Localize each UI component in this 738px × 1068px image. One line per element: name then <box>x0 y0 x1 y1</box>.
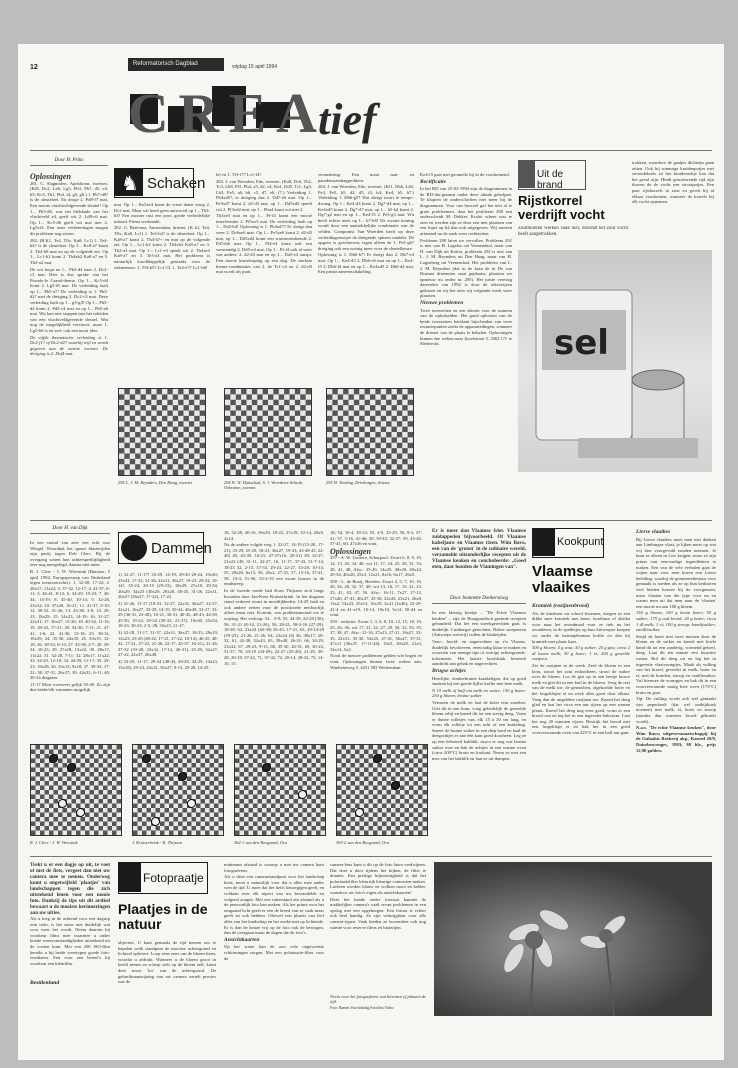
chess-caption: 295 L. J. M. Reynders, Den Haag, tweezet <box>118 480 193 485</box>
chess-diagram <box>224 388 312 476</box>
checker-piece <box>262 763 271 772</box>
uit-de-brand-title: Uit de brand <box>537 169 564 191</box>
photo-tip-para: camera-lens kunt u dit op de foto laten verdwijnen. Dat doet u door tijdens het kijken, de filter te draaien. Een prettige bijkomstigheid is dat het polarisatiefilter kleurrijk kleurige contrasten maken. Luchten worden blauw en wolken mooi en helder, waardoor uw foto's eigen als ansichtkaarten! <box>330 862 426 895</box>
masthead: Reformatorisch Dagblad <box>128 58 224 71</box>
checkers-intro: In een strand van zeer een echt was Wiegel. Woordink het speurt blasterijden zijn partij tegen Rob Clerc. Bij de overgang waren hun achterspeeltijdigheid zeer nog meegelegd, daarna niet meer. <box>30 540 110 568</box>
kookpunt-badge <box>532 528 604 558</box>
checker-piece <box>298 790 307 799</box>
checker-piece <box>373 754 382 763</box>
mid-rule <box>30 520 712 521</box>
chess-para: mat. Op 1... Ke5xe4 komt de wiste dame terug 2. Dc2 mat. Maar wit heeft geen antwoord op 1... Tb3-b3! Een mooier rust een poos goede verleidelijke inhoud. Prima werkmakl. <box>114 202 210 224</box>
checker-piece-icon <box>121 535 147 561</box>
puzzles-column <box>30 172 108 504</box>
checkers-para: R. J. Clerc - J. W. Woestink (Huissen, 5 april 1994, Europapostrap van Nederland tegen toernooirechts). 1. 32-28, 17-22; 2. 28x17, 11x22; 3. 37-32, 12-17; 4. 41-37, 6-11; 5. 46-41, 8-12; 6. 34-29, 19-23; 7. 40-34, 14-19; 8. 45-40, 10-14; 9. 32-28, 23x32; 10. 37x28, 16-21; 11. 41-37, 5-10; 12. 38-32, 21-26; 13. 43-38, 3-8; 14. 29-23, 18x29; 15. 34x23, 14-18; 16. 31-27, 22x31; 17. 36x27, 13-20; 18. 40-34, 11-16; 19. 49-43, 17-21; 20. 34-30, 7-11; 21. 47-41, 1-6; 22. 41-36, 13-18; 23. 36-31, 18x29; 24. 35-30, 24x35; 25. 33x15, 12-18; 26. 38-33, 8-13; 27. 43-38, 2-7; 28. 39-34, 10-23; 29. 27x18, 13x22; 30. 28x17, 11x22; 31. 32-28, 7-11; 32. 28x17, 11x22; 33. 34-29, 12-18; 34. 44-39, 11-17; 35. 29-23, 19x28; 36. 33x15, 9x18; 37. 39-33, 17-22; 38. 37-31, 26x37; 39. 42x31, 6-11; 40. 30-24 diagram. <box>30 568 110 681</box>
chess-knight-icon: ♞ <box>121 171 139 195</box>
recipe-para: Vermeen de melk en laat de boter erin smelten. Giet dit in een kom, voeg geleidelijk de gezeefde bloem erbij en kneed dit tot een stevig deeg. Vorm er dunne rolletjes van, elk 15 à 20 cm lang, en vorm elk rolletje tot een acht of een krakeling. Smeer de bruine suiker in een diep bord en haal de deegachtjes er aan één kant goed doorheen. Leg ze op een beboterd bakblik, strooi er nog wat bruine suiker over en bak de achtjes in een warme oven (circa 200°C) bruin en krokant. Neem ze met een mes van het bakblik en laat ze uit-dampen. <box>432 699 526 761</box>
chess-para: 283. J. van Woerden, Ede, tweezet. (Ka8, Dc6, Th2, Tc3, Lh8, Pf3, Pb4, a3, d2, e4; Ke4, Dd5, Tc1, Lg3, Lh3, Pe5, a6, b6, c5, d7, e6, f7.) Verleiding 1. Pb4xd5?, te dreiging dus 2. Dd7-e6 mat. Op 1... Pe5xd7 komt 2. d2-d3 mat, op 1... Dd5xd2 speelt wit 2. Pf3xd2 mat, op 1... Pbu4 komt wit met 2. <box>216 178 312 212</box>
checkers-para: 359 - redactie. Zwart 1, 3, 6, 8, 10, 12, 15, 18, 19, 25, 26, 36; wit 17, 21, 22, 27, 29, 30, 32, 33, 35, 37, 38, 47. Afw.: 21-16, 27x23, 27-21, 18x27, 33-35, 22x31, 35-30, 54x25, 47-41, 36x47, 37-31, 47x11 (36x47, 17-11-44), 16x5, 30x28, 21x3, 34x14, 5x2. <box>330 618 422 652</box>
kookpunt-headline: Vlaamse vlaaikes <box>532 563 593 596</box>
nieuwe-problemen-heading: Nieuwe problemen <box>420 300 464 307</box>
photo-caption: Neem voor het fotograferen van bloemen of planten de tijd. <box>330 994 426 1004</box>
checkers-para: 3) 32-28, 11-17, 31-37, 22x31, 36x27, 18-23, 28x19, 14x23, 25-20 (48-42, 17-21, 27-22, 10-14), 46-45, 48-42, 17-21, 27-22, 21-26, 22-17, 45-37, 16-21), 21-26, 37-32 (33-28, 23x32, 17-12, 26-31), 25-29, 32x27, 27-22, 22x37, 26x48. <box>118 629 218 658</box>
checker-piece <box>355 808 364 817</box>
kookpunt-column <box>532 602 630 832</box>
checkers-caption: R. J. Clerc - J. W. Woestink <box>30 840 78 845</box>
chess-diagram <box>118 388 206 476</box>
lierse-vlaaikes-column <box>636 528 716 832</box>
salt-shaker-illustration <box>518 250 712 472</box>
salt-shaker-photo <box>518 250 712 472</box>
chess-para: Probleem 290 laten we vervallen. Probleem 291 is niet van H. Lageloo uit Veenendaal, maar van H. van Dijk uit Kralot, probleem 292 is niet van L. J. M. Reynders uit Den Haag, maar van H. Lagenberg uit Veenendaal. Het probleem van L. J. M. Reynders (dat in de kran de in De van Boatma drieentien staat geplaatst, plaatsen we opnieuw nu onder nr. 295). Het juiste vereisig dateerden van 1992 is door de tekstwijzen gekozen en wij het zien wij volgende week weer plaatsen. <box>420 237 512 299</box>
checkers-para: Nooit de nieuwe problemen gelden wie begen en wint. Oplossingen binnen twee weken aan: Wanheneweg 5, 4251 ND Werkendam. <box>330 653 422 670</box>
checkers-para: 358 - L. de Rooij, Heerlen. Zwart 4, 5, 7, 10, 16, 20, 26, 28, 32, 37, 40; wit 13, 16, 17, 19, 21, 23, 25, 41, 43, 47, 50. Afw.: 16-11, 7x27, 17-12, 27x40, 47-41, 40x37, 43-38, 32x43, 23x21, 26x8, 13x2, 14x23, 25x14, 10x19, 2x41 (2x46); 23-29-41-4 en 41-x19, 10-14, 19x10, 5x14, 50-44 en wint. <box>330 578 422 618</box>
checkers-diagram <box>132 744 224 836</box>
lierse-para: Tip: De vulling wordt ook wel gemaakt van peperkoek (dat wel ontbijtkoek noemen) met melk, ei, boter en stroop (minder dan wanneer brood gebruikt wordt). <box>636 696 716 724</box>
checkers-caption: J. Kruiserbrink - K. Thijssen <box>132 840 183 845</box>
recipe-para: In een kleurig boekje – "De Echte Vlaamse keuken" – zijn de Bourgondisch gezinde recepten gebundeld. Dat het een streekgerechten gaat, is duidelijk: Limburgse gerechten, Bokse stoepoeren (Antwerps stoverij) vullen de bladzijden. <box>432 610 526 638</box>
puzzles-para: 282. (B.K1, Te4, T0x, Ka8, Lc1) 1. Te4-h4? is de sleutelzet. Op 1... Kc8-a7 komt 2. Th4-h8 mat en op de volgende zet. Op 1... Lc1-b2 komt 2. Th4xb2 Ka8-a7 en 3. Tb2-a2 mat. <box>30 237 108 265</box>
dateline: vrijdag 15 april 1994 <box>232 64 278 70</box>
photo-tip-subhead: Bestilenlund <box>30 980 60 986</box>
recipe-column <box>432 610 526 832</box>
puzzles-note: De vijfde thematische verleiding is 1. Dc2-f1? of Dc2-d2? waarbij wijl en wordt gegeven aan de zwarte voorzet. De dreiging is 2. Dxf4 mat. <box>30 334 108 357</box>
salt-package-label: sel <box>554 323 609 363</box>
brugse-achtjes-heading: Brugse achtjes <box>432 667 467 674</box>
photo-tip-headline: Plaatjes in de natuur <box>118 901 208 932</box>
chess-para: 284. J. van Woerden, Ede, tweezet. (Kf1, Db6, Ld4, Pe3, Pe5, h5, d2, d5, f4, h4; Ke4, h5, h7.) Verleiding 1. Db6-g5? Wat dreigt zwart te tempo-dwang. Op 1... Ke4-d3 komt 2. Dg7-d4 mat, op 1... Ke4xd5 komt 2. Dg7-d7 mat, op 1... h5-h4 komt 2. Dg7-g2 mat en op 1... Ke4-f5 2. Pe3-g3 mat. Wit heeft echter niets op 1... h7-h6! De zwarte koning wordt door een aantrekkelijke combinatie van de velden. Componist Van Woerden heeft op deze verleidingenwijze de dreigende spitsen ontdekt. De opgave is geschreven, tegen alleen de 1. Pe5-g6? dreiging ook een weinig meer voor de sleutelkeuze. <box>318 184 414 251</box>
puzzles-byline: Door H. Prins <box>30 158 108 166</box>
checker-piece <box>187 799 196 808</box>
logo-script: tief <box>318 95 377 144</box>
photo-tip-column-2: objecten. U kunt gemaakt de tijd nemen om te bepalen welk standpunt de mooiste achtergrond en lichtval oplevert. Loop eens eens om de bloem heen, voordat u afdrukt. Wanneer u de bloem groot in beeld neemt en scherp stelt op de bloem zelf, komt deze mooi 'los' van de achtergrond. De gebruiksaanwijzing van uw camera vertelt precies wat de <box>118 940 216 985</box>
recipe-lead: Er is meer dan Vlaamse friet. Vlaamse zuidappeden bijvoorbeeld. Of Vlaamse kabeljauw en Vlaamse rizen. Wim Bavo, een van de 'groten' in de culinaire wereld, verzamelde uitzonderlijke recepten uit de Vlaamse keuken en concludeerde: „Goed eten, daar houden de Vlamingen van". <box>432 528 526 570</box>
checker-piece <box>67 763 76 772</box>
photo-tip-column-3 <box>224 862 324 1012</box>
schaken-badge <box>114 168 206 198</box>
chess-column-1 <box>114 202 210 382</box>
recipe-para: Voor-, hoofd- en nagerechten op z'n Vlaams, duidelijk beschreven, eenvoudig klaar te maken en voorzien van menige tips of overige achtergronds-informatie. Het laatste hoofdstuk besteedt aandacht aan gebak en nagerechten. <box>432 638 526 667</box>
photo-tip-para: Deze het hande onder formaat kunnen de makkelijker camera's vaak ervan problemen in een opslag met een opgeborgen. Een fotoas is echter ook heel handig. Ze zijn verkrijgbaar voor alle camera-typen. Vaak bieden ze bovendien ook nog ruimte voor reserve films en batterijen. <box>330 896 426 930</box>
fotopraatje-title: Fotopraatje <box>143 871 204 885</box>
chess-para: Twee tweezetten en een driezet voor de ruimten van de oplosbalden. Het goed oplossen van de beide tweezetten betekent bijscheiden van twee zwaartepunten zodra de apparatiedingen, wanneer de driezet van de plaats te behalen. Oplossingen binnen éne weken naar Ijsselstraat 3, 3363 CV te Sliedrecht. <box>420 307 512 347</box>
chess-para: Ke4-f5 gaat met geranefte bij in de voorkomend. <box>420 172 510 177</box>
checkers-para: 11-17 Moet overweer gelijk 35-40. Zo zijn dus beide/elk varianten mogelijk. <box>30 681 110 693</box>
photo-credit: Foto: Barnes Voorlichting Fotofilm Video <box>330 1006 394 1010</box>
logo-caps: CREA <box>128 83 327 145</box>
checkers-oplossingen-heading: Oplossingen <box>330 546 371 556</box>
photo-tip-column-1 <box>30 916 110 976</box>
ansichtkaarten-heading: Ansichtkaarten <box>224 936 260 943</box>
photo-tip-intro: Trekt u er een dagje op uit, te voet of met de fiets, vergeet dan niet uw camera mee te nemen. Onderweg komt u ongetwijfeld 'plaatjes' van landschappen tegen die zich uitstekend lenen voor een mooie foto. Dankzij de tips uit dit artikel bewaart u de mooiste herinneringen aan uw uitjes. <box>30 862 110 914</box>
checkers-column-4 <box>330 530 422 730</box>
fotopraatje-badge-fill <box>119 863 141 892</box>
salt-lead: Zoutmoeren werken vaak niet, doordat het zout vocht heeft aangetrokken. <box>518 226 628 237</box>
recipe-para: Heerlijke, donkerbruine kraakeligen, die op goed smaken bij een goede lijflse koffie met hete melk. <box>432 675 526 687</box>
rectificatie-heading: Rectificatie <box>420 178 447 185</box>
checker-piece <box>151 817 160 826</box>
checkers-diagram <box>234 744 326 836</box>
checker-piece <box>76 808 85 817</box>
lierse-source: N.a.v. "De echte Vlaamse keuken", door Wim Bavo; uitgeversmaatschappij bij de Gulaahts Boekerij abg., Kasteel 20/8, Duiselenweuges, 1993; 80 blz., prijs 12,90 gulden. <box>636 725 716 753</box>
checkers-para: 18; 54, 10-4, 18-23; 55, 4-9, 23-29; 56, 9-3, 37-41; 57, 3-16, 41-46; 58, 39-43, 32-37; 59, 43-48, 37-41; 60, 47x36 en wint. <box>330 530 422 547</box>
checkers-para: 1) 32-27, 11-17! 33-29, 14-19; 29-20 29-24, 19x30; 25x34, 17-21; 31-26, 22x31, 36x27, 19-23, 29-24, 10-14!, 35-24, 20-19 (29-23), 18x29, 27x18, 29-34, 20x29, 34x23 (30x29, 29x20, 40-45, 31-26, 22x31, 20x37 (36x27, 17-22), 17-22. <box>118 572 218 600</box>
chess-column-3 <box>318 172 414 382</box>
kookpunt-ingredients: 500 g bloem; 5 g zout; 50 g suiker; 25 g gist; circa 2 dl lauwe melk; 50 g boter; 1 ei; 200 g gewelde rozijnen. <box>532 645 630 662</box>
chess-column-4 <box>420 172 512 472</box>
checkers-byline: Door H. van Dijk <box>30 526 110 534</box>
newspaper-page <box>18 44 724 1060</box>
flower-illustration <box>434 862 712 1016</box>
checkers-para: In de tweede ronde had Koos Thijssen zich langs kwarden door Jan-Kees Kruiserbrink. In het diagram stand verkeert zwart in moeilijkheden. 14-29 faalt en ook andere zetten voor de positionele netdoorlijk afleer maar niet. Kortom, van problemateriaal toe te wijzing. Het verloop: 54... 9-9; 55, 44-39, 22-28 (30); 56, 31-21 (8-14, 21-26), 56, 28-21, 58-2-16 (27-29), 18-28: 62, 23x24 (40-39) 56-43, 17-21, 63, 29-14-29 (59-25), 21-26, 21-26, 64, 23x24 (4) 36, 39x17, 28-32, 61, 42-38, 32x43, 65, 39x48, 26-31; 66, 34-29, 23x32, 67, 29-23, 9-13, 68, 35-30, 26-31, 69, 30-24, 31-37, 70, 24-19 (34-29), 22-27 (25-20), 21-29, 30-28, 20-18, 37-42, 71, 37-42, 72, 20-14, 28-32, 73, 14-10, 15. <box>224 587 324 666</box>
puzzles-heading: Oplossingen <box>30 172 71 181</box>
checkers-caption: 362-1 van den Boogaard, Ora <box>234 840 287 845</box>
lower-rule <box>30 856 712 857</box>
checkers-diagram <box>336 744 428 836</box>
photo-tip-column-4 <box>330 862 426 988</box>
kookpunt-title: Kookpunt <box>557 536 604 548</box>
chess-column-2 <box>216 172 312 382</box>
top-rule <box>30 150 712 151</box>
checker-piece <box>49 754 58 763</box>
salt-side-text: trokken, waardoor de gaatjes dichtzijn gaan zitten. Ook bij sommige kruidenpotjes met strooideksels zit het kruidenrekje kan dat het geval zijn. Hindt gesuiverende tijd zijn thoven de de vocht een strooipotjes. Een paar rijstkorrels in zout en groeit bij al elkaar voorkomen, wanneer de korrels bij elk vocht opnemen. <box>632 160 714 205</box>
flower-photo <box>434 862 712 1016</box>
checkers-diagram <box>30 744 122 836</box>
chess-para: lel en 1. Tf3-f7? Lc1-f4! <box>216 172 261 177</box>
dammen-title: Dammen <box>151 540 212 557</box>
kookpunt-para: Zet de rozijnen in de week. Zeef de bloem in een kom, strooi het zout erdoorheen, strooi de suiker over de bloem. Los de gist op in een beetje lauwe melk en giet dit in een kuil in de bloem. Voeg de rest van de melk toe, de gesmolten, afgekoelde boter en het losgeklopte ei en werk alles goed door elkaar. Voeg dan de uitgelekte rozijnen toe. Kneed het deeg glad en laat het circa een uur rijzen op een warme plaats. Kneed het deeg nog eens goed, vorm er een brood van en leg het in een ingevette bakvorm. Laat het nog 20 minuten rijzen. Bestrijk het brood met een losgeklopt ei en bak het in een goed voorverwarmde oven van 225°C in een half uur gaar. <box>532 662 630 736</box>
photo-tip-para: Op het water kan de zon vele ongewenste schitteringen zorgen. Met een polarisatie-filter voor de <box>224 944 324 961</box>
lierse-ingredients: 150 g bloem; 100 g bruin boter; 50 g suiker; 175 g oud brood; 20 g boter; circa 1 dl melk; 1 ei; 100 g stroop; kandijsuiker; vanillesuiker. <box>636 610 716 633</box>
photo-tip-para: Als u deze een camerastandpunt voor het landschap kiest, moet u natuurlijk voor dat u alles mee ander wen de tijd. U moet dat het liefst keuzegigen geeft, en voldaan over elk aspect van uw bewandelde en volgend zorgen. Met een ruiterstand zin afstand als u de persoonlijk foto kan maken. Als het prima voor het omgaand licht geeft er een de breed van ze vaak maar geeft en ook hebben. Oftewel een plaatst van leef alles van het landschap en het zoeke met op lichtende. Er is dan de keuze vrij op de foto ook de bewogen, dan de overgaan naast de dagen die de foto's. <box>224 874 324 936</box>
chess-para: 282. G. Boersma, Amsterdam, driezet. (K b1, Te4, T0x; Ka8, Lc1) 1. Te4-h4? is de sleutelzet. Op 1... Ka8-a7 komt 2. Th4-h7+ en mat op de volgende zet. Op 1... Lc1-b2 komt 2. Th4xb2 Ka8-a7 en 3. Tb2-a3 mat. Op 1... Lc1-e3 speelt wit 2. Th4xe3 Ka8-a7 en 3. Te3-a3 mat. Het probleem is natuurlijk koodklappelijk gemaakt voor de vakmensen: 1. Tf3-h5? Lc1-f3, 1. Te4-e7? Lc1-h6! <box>114 225 210 270</box>
checker-piece <box>391 781 400 790</box>
checker-piece <box>58 799 67 808</box>
recipe-byline: Door Jeannette Donkersloog <box>432 596 526 604</box>
checkers-para: 2) 31-26, 11-17 (18-23, 32-27, 22x31, 36x27, 22-27, 32x21, 16x27, 33-29, 14-19, 50-44, 40x49, 32-27, 33-29 (36-31, 23-28), 16-21, 36-31, 40-45, 48-43, 44-39, 45-50, 19-24, 29-24 (39-33, 21-27), 19x30, 25x34, 18-23, 30-23, 2-5, 28, 35x23, 21-27. <box>118 600 218 629</box>
checkers-para: 4) 33-29, 11-17, 29-24 (48-43, 40-45, 34-29, 14x23, 13x18), 29-23, 22x31, 36x27, 9-13, 25-20, 14-25. <box>118 658 218 670</box>
chess-para: In het RD van 25-03-1994 zijn de diagrammen in de RD-dia-gramsn onder deze aftaak geholpen. Te klopten de onderschriften niet meer bij de diagrammen. Voor ons hoorzel gaf het niet al te grote probleemen, daar het probleem 290 een onderscheidt M. Dekker, Kralot scheet was te zien en werden zijn ze door een niet plaatsen van een loper op b2 dan ook uitgegeven. Wij moeten uiteraard nu de zaak weer rechtzetten. <box>420 186 512 236</box>
chess-para: Oplossing is 1. Db6-b7! Er dreigt dan 2. Db7-e4 mat. Op 1... Ke4-d3 2. Db6-e6 mat en op 1... Ke4-f5 2. Db6-f4 mat en op 1... Ke4xd5 2. Db6-d4 mat. Een prima aaneenschakeling. <box>318 252 414 275</box>
uit-de-brand-fill <box>519 161 535 188</box>
lierse-vlaaikes-heading: Lierse vlaaikes <box>636 529 671 535</box>
photo-tip-para: Als u toeg in de achtend voor een dagtrip erin trekt, is het soms niet duidelijk wat voor weer het wordt. Neem daarom bij voorkeur films mee waarmee u onder bonde weersomstandigheden uitstekend uit de voeten kunt. Met een 200 ISO-film bereikt u bij beide weertypen goede foto-resultaten. Een voor een betere's bij voorkeur een kleinfilm. <box>30 916 110 966</box>
checkers-para: 18, 32-28, 40-16, 50x39, 18-22, 27x18, 10-14, 20x9, 4x14. <box>224 530 324 541</box>
checker-piece <box>142 754 151 763</box>
chess-caption: 294 W. W. Djatschuk, S. J. Woerdens-Schrab, Oekraïne, tweezet. <box>224 480 304 490</box>
schaken-title: Schaken <box>147 175 206 192</box>
photo-tip-para: minimum afstand is waarop u met uw camera kunt fotograferen. <box>224 862 324 873</box>
chess-para: verandering. Een mooi mat- en parademrandiagproblem. <box>318 172 414 183</box>
puzzles-para: 281. C. Slagmolen, Apeldoorn, tweezet. (Kf8, Dc2, Le6, Lg5, Pb3, Pb7, d5, e4, h5; Kc5, Tb1, Pb4, f4, g5, g6.) 1. Pb7-d8? is de sleutelzet. En droge 2. Pd8-f7 mat. Een mooie vluchtveldgevende sleutel! Op 1... Pb5-d6, wat ten blokkade van het vluchtveld e4, geeft wit 2. Ld8-c6 mat. Op 1... Kc5-d6 geeft wit mat met 2. Lg5xf4. Een serie verbeteringen mogen dit probleem nog sieren. <box>30 180 108 236</box>
recipe-ingredients: N 10 melk of half om melk en water; 150 g boter; 250 g bloem; bruine suiker <box>432 687 526 699</box>
page-number: 12 <box>30 64 38 71</box>
kookpunt-badge-fill <box>533 529 555 556</box>
chess-para: Th3xe5 mat en op 1... Pf-f4 komt een mooie interferentie 2. Pf5xe3 mat. De verleiding faalt op 1... Da5-b4! Oplossing is 1. Pb4xd7? Er dreigt dan weer 2. Dc6xe6 mat. Op 1... Pe5xe6 komt 2. d2-d3 mat, op 1... Dd5xd2 komt een warmwendoende 2. Pd7xb6 mat. Op 1... Pf4-e4 komt ook een vanwendig 2. Dd5-e4 mat. Op 1... Pf-f4 ook al weer wat anders: 2. d2-d3 mat en op 1... Da5-e4 ontspr. Een mooie kruislooping op een dag. De sterkste thema-combinaties van 2. de Tc1-c4 en 2. d2-d3 mat wordt als punt. <box>216 213 312 275</box>
lierse-para: Bij Lierse vlaaikes moet men niet denken aan Limburgse vlaai, je lijken meer op wat wij hier voorgevuld zouden noemen. Je kunt ze alleen in Lier krijgen, maar ze zijn prima van eenvoudige ingrediënten te maken. Een van de vele verhalen gaat de wijten naar voor men kozen een Lierse beleding, waarbij de gemeentebestuur voor gemaakt is sneden als ze op hun kerktoren veel bieden hoezee bij de voorgeuzen, maar vlaaien van die type voor nu en warmt men uit dat men naar de 'vlaaien' een mooie nu aan 100 g bloem. <box>636 536 716 609</box>
uit-de-brand-badge <box>518 160 586 190</box>
creatief-logo <box>128 72 428 144</box>
checkers-para: 357 - A. W. Uwaere, Scharpool. Zwart 6, 8, 9, 10, 12, 13, 26, 34, 40; wit 11, 17, 24, 25, 28, 31, 33, 38, 41, 48, Afw.: 25-20, 14x25, 40x29, 20x24, 29-34, 40x20, 25x3, 12x21, 8x16, 6x17, 26x5. <box>330 555 422 578</box>
kookpunt-para: Als de kinderen uit school kwamen, kregen ze een dikke snee kramiek met boter, konfituur of alstdat voor naar het avondmaal voor ze trek na het avondeten, in de spelletjes op hun Antwerpse koepen we onder de kastanjebomen koffie en dan bij kramiek met plaats kaas. <box>532 610 630 644</box>
lierse-para: Strijd de boter met twee messen door de bloem en de suiker en kneed met koele hand dit tot een zanderig, vormend geheel, deeg. Laat dit ten minste een kwartier rusten. Rol dit deeg uit en leg het in ingevette vlaaivormpjes. Maak als vulling van het brood, geweekt in melk, boter en ei, met de kruiden, stroop en vanillesuiker. Vul hiermee de vormpjes en bak dit in een voorverwarmde matig hete oven (175°C) bruin en gaar. <box>636 633 716 695</box>
fotopraatje-badge <box>118 862 208 894</box>
checkers-para: Na de andere volgde weg 1. 32-27, 14-19 (15-20, 17-21), 33-29, 25-29, 18-23, 36x27, 19-23; 43-48 43, 22-26) 40, 43-39, 16-21; 47-27x16, 20-31) 38, 32-27, 21x22 (49, 31-11, 22-27, 16, 11-17, 37-33, 51-7-14, 18-23 32, 2-15, 37-33, 29-24, 22-27, 33-28, 10-14, 55, 29x20, 6x13, 56, 26x2, 27-31, 57, 15-16, 37-41, 58, 10-4, 51-56, 55-2-19 een zwart houses in de eindstreep. <box>224 542 324 587</box>
puzzles-para: De wit loopt na 1... Pb3-d4 naar 2. Dc2-c3 mat. Hier is dus sprake van het Pseudo-le Grand-thema. Op 1... Kc5-d4 komt 2. Lg5-f6 mat. De verleiding faalt op 1... Pb5-a7! De verleiding is 1. Pb3-d2? met de dreiging 2. Dc2-c3 mat. Deze verleiding faalt op 1... g5-g4! Op 1... Pb5-d4 komt 2. Pd2-c4 mat en op 1... Pb5-a6 mat. Wit kan niet stoppen met het inleiden van een vluchtveldgevende sleutel. Wat nog de mogelijkheid verstoort, maar 1. Lg5-h6 is en wel; ook een mooi idee. <box>30 266 108 334</box>
kramiek-heading: Kramiek (rozijnenbrood) <box>532 603 590 609</box>
chess-caption: 295 H. Tiesling, Drieborgen, driezet. <box>326 480 391 485</box>
chess-diagram <box>326 388 414 476</box>
dammen-badge <box>118 532 212 564</box>
checker-piece <box>178 772 187 781</box>
checkers-caption: 363-2 van den Boogaard, Ora <box>336 840 389 845</box>
salt-headline: Rijstkorrel verdrijft vocht <box>518 193 605 222</box>
